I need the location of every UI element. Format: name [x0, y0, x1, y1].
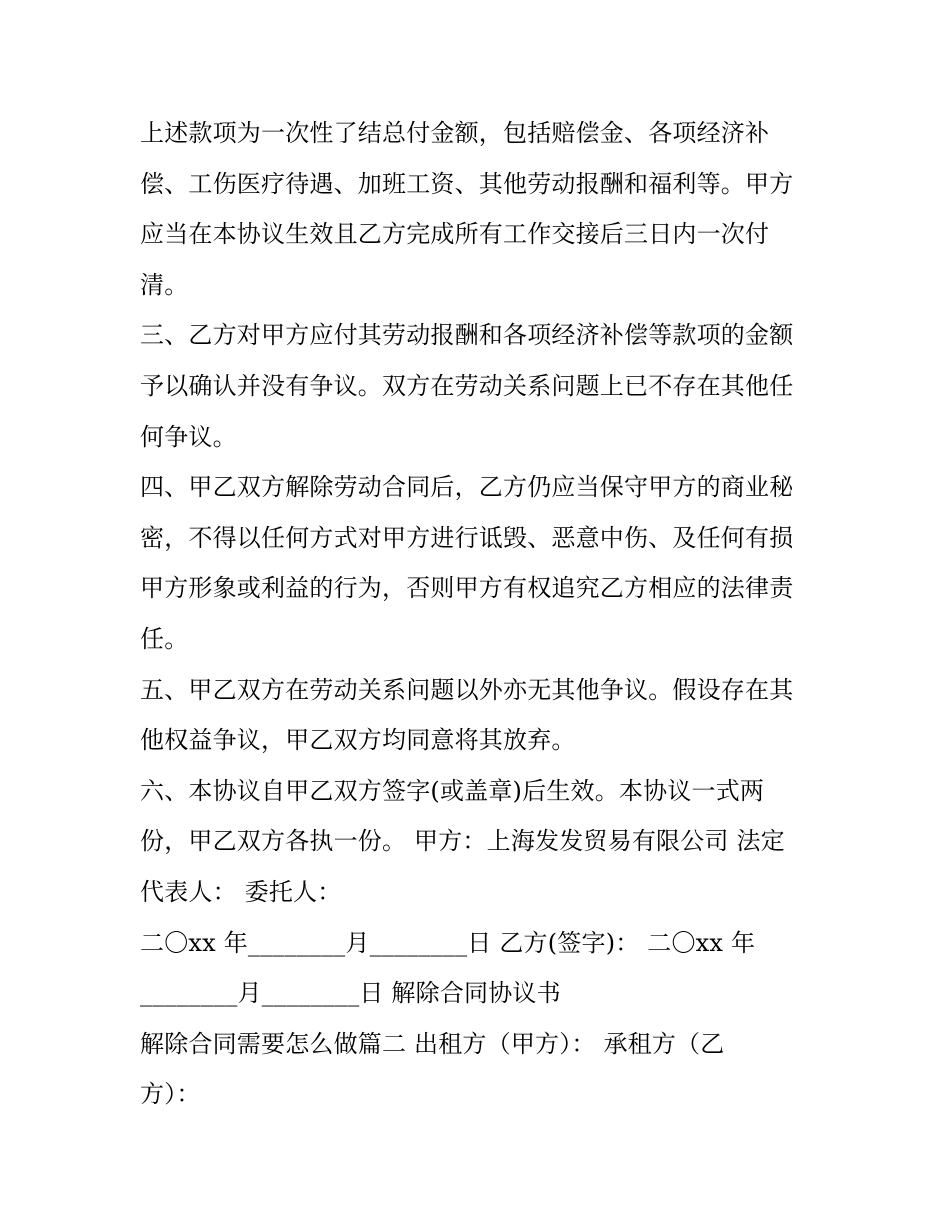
text-line: 密，不得以任何方式对甲方进行诋毁、恶意中伤、及任何有损	[140, 523, 794, 552]
text-line: 予以确认并没有争议。双方在劳动关系问题上已不存在其他任	[140, 371, 794, 400]
clause-five-line: 五、甲乙双方在劳动关系问题以外亦无其他争议。假设存在其	[140, 675, 794, 704]
text-line: 份，甲乙双方各执一份。 甲方：上海发发贸易有限公司 法定	[140, 827, 785, 856]
date-line: ________月________日 解除合同协议书	[140, 979, 561, 1008]
text-line: 他权益争议，甲乙双方均同意将其放弃。	[140, 726, 576, 755]
body-text	[140, 108, 820, 1120]
section-heading-line: 解除合同需要怎么做篇二 出租方（甲方）： 承租方（乙	[140, 1029, 725, 1058]
text-line: 甲方形象或利益的行为，否则甲方有权追究乙方相应的法律责	[140, 574, 794, 603]
text-line: 方）：	[140, 1080, 201, 1109]
date-line: 二〇xx 年________月________日 乙方(签字)： 二〇xx 年	[140, 928, 756, 957]
clause-four-line: 四、甲乙双方解除劳动合同后，乙方仍应当保守甲方的商业秘	[140, 473, 794, 502]
signature-line: 代表人： 委托人：	[140, 877, 342, 906]
text-line: 偿、工伤医疗待遇、加班工资、其他劳动报酬和福利等。甲方	[140, 169, 794, 198]
clause-three-line: 三、乙方对甲方应付其劳动报酬和各项经济补偿等款项的金额	[140, 321, 794, 350]
text-line: 上述款项为一次性了结总付金额，包括赔偿金、各项经济补	[140, 119, 770, 147]
clause-six-line: 六、本协议自甲乙双方签字(或盖章)后生效。本协议一式两	[140, 776, 765, 805]
text-line: 应当在本协议生效且乙方完成所有工作交接后三日内一次付	[140, 220, 770, 249]
text-line: 何争议。	[140, 422, 237, 451]
text-line: 任。	[140, 624, 189, 653]
text-line: 清。	[140, 270, 189, 299]
